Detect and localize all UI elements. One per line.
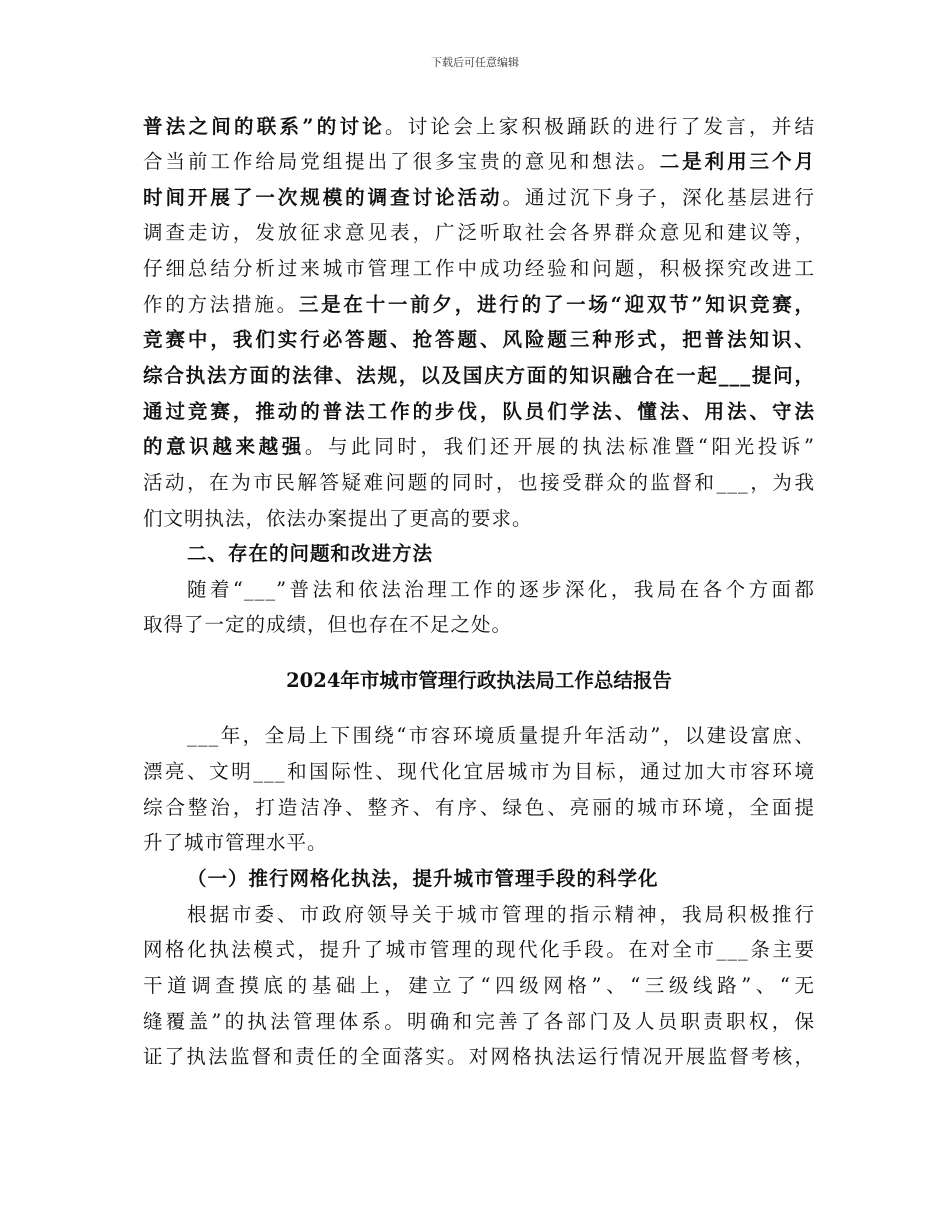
paragraph-line: 综合执法方面的法律、法规，以及国庆方面的知识融合在一起___提问，	[143, 364, 815, 387]
section-heading: 二、存在的问题和改进方法	[187, 542, 434, 565]
paragraph-line: 升了城市管理水平。	[143, 831, 328, 854]
paragraph-line: 通过竞赛，推动的普法工作的步伐，队员们学法、懂法、用法、守法	[143, 400, 815, 423]
section-heading: （一）推行网格化执法，提升城市管理手段的科学化	[187, 867, 659, 890]
paragraph-line: 漂亮、文明___和国际性、现代化宜居城市为目标，通过加大市容环境	[143, 760, 815, 783]
paragraph-line: 综合整治，打造洁净、整齐、有序、绿色、亮丽的城市环境，全面提	[143, 796, 815, 819]
document-title: 2024年市城市管理行政执法局工作总结报告	[286, 669, 672, 692]
paragraph-line: 仔细总结分析过来城市管理工作中成功经验和问题，积极探究改进工	[143, 257, 815, 280]
paragraph-line: 合当前工作给局党组提出了很多宝贵的意见和想法。二是利用三个月	[143, 150, 815, 173]
paragraph-line: 们文明执法，依法办案提出了更高的要求。	[143, 507, 533, 530]
paragraph-line: 网格化执法模式，提升了城市管理的现代化手段。在对全市___条主要	[143, 938, 815, 961]
paragraph-line: 时间开展了一次规模的调查讨论活动。通过沉下身子，深化基层进行	[143, 186, 815, 209]
paragraph-line: 根据市委、市政府领导关于城市管理的指示精神，我局积极推行	[187, 903, 815, 926]
paragraph-line: ___年，全局上下围绕“市容环境质量提升年活动”，以建设富庶、	[187, 724, 815, 747]
paragraph-line: 的意识越来越强。与此同时，我们还开展的执法标准暨“阳光投诉”	[143, 435, 815, 458]
page-header: 下载后可任意编辑	[431, 56, 519, 69]
paragraph-line: 干道调查摸底的基础上，建立了“四级网格”、“三级线路”、“无	[143, 974, 815, 997]
paragraph-line: 普法之间的联系”的讨论。讨论会上家积极踊跃的进行了发言，并结	[143, 115, 815, 138]
paragraph-line: 缝覆盖”的执法管理体系。明确和完善了各部门及人员职责职权，保	[143, 1010, 815, 1033]
paragraph-line: 作的方法措施。三是在十一前夕，进行的了一场“迎双节”知识竞赛，	[143, 293, 815, 316]
paragraph-line: 活动，在为市民解答疑难问题的同时，也接受群众的监督和___，为我	[143, 471, 815, 494]
paragraph-line: 随着“___”普法和依法治理工作的逐步深化，我局在各个方面都	[187, 578, 815, 601]
paragraph-line: 竞赛中，我们实行必答题、抢答题、风险题三种形式，把普法知识、	[143, 328, 815, 351]
paragraph-line: 取得了一定的成绩，但也存在不足之处。	[143, 613, 513, 636]
paragraph-line: 证了执法监督和责任的全面落实。对网格执法运行情况开展监督考核，	[143, 1045, 815, 1068]
paragraph-line: 调查走访，发放征求意见表，广泛听取社会各界群众意见和建议等，	[143, 221, 815, 244]
